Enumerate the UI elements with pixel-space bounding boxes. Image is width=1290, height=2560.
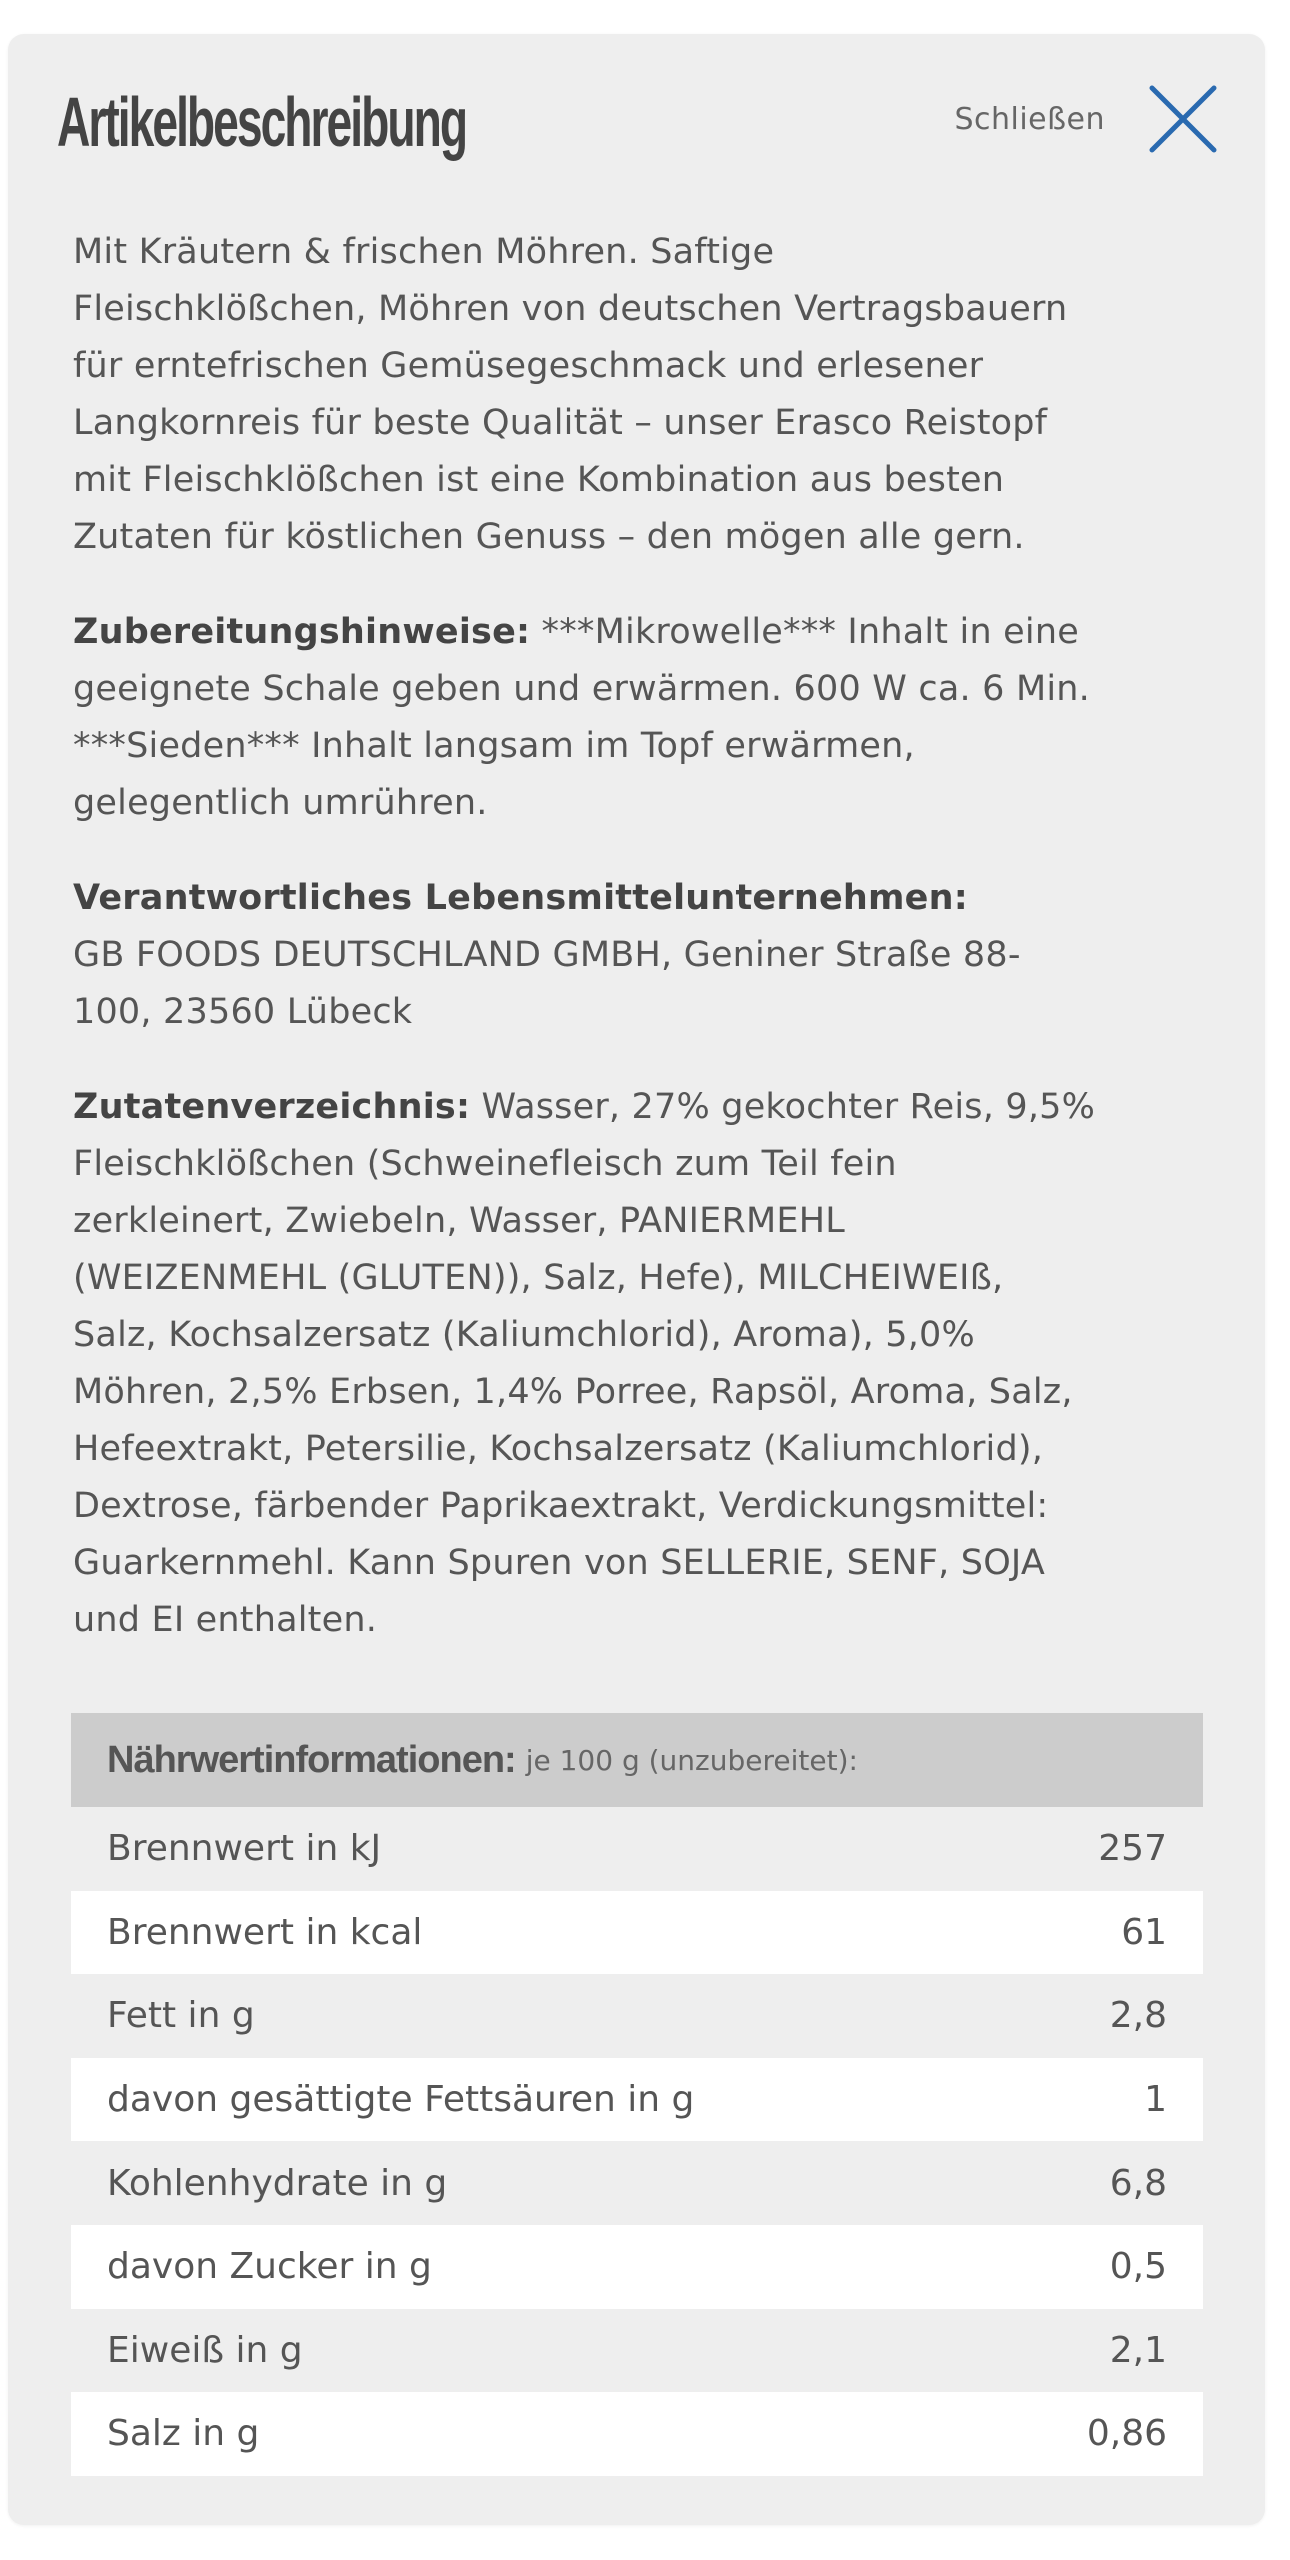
preparation-line: gelegentlich umrühren. bbox=[73, 783, 488, 823]
table-row bbox=[71, 1891, 1203, 1975]
table-row bbox=[71, 2058, 1203, 2142]
panel-content bbox=[73, 224, 1223, 1687]
ingredients-line: und EI enthalten. bbox=[73, 1600, 378, 1640]
nutrient-name: davon gesättigte Fettsäuren in g bbox=[107, 2079, 695, 2121]
close-button[interactable] bbox=[954, 84, 1217, 154]
nutrient-name: Eiweiß in g bbox=[107, 2329, 303, 2371]
table-row bbox=[71, 2392, 1203, 2476]
description-line: Fleischklößchen, Möhren von deutschen Vertragsbauern bbox=[73, 289, 1068, 329]
panel-title: Artikelbeschreibung bbox=[57, 83, 467, 161]
nutrient-name: Brennwert in kJ bbox=[107, 1828, 382, 1870]
ingredients-label: Zutatenverzeichnis: bbox=[73, 1087, 471, 1127]
description-line: Langkornreis für beste Qualität – unser Erasco Reistopf bbox=[73, 403, 1048, 443]
close-label: Schließen bbox=[954, 101, 1105, 137]
close-icon[interactable] bbox=[1149, 85, 1217, 153]
description-paragraph bbox=[73, 224, 1223, 566]
preparation-text: ***Mikrowelle*** Inhalt in eine bbox=[530, 612, 1079, 652]
nutrient-value: 2,1 bbox=[1109, 2329, 1167, 2371]
nutrient-name: Fett in g bbox=[107, 1995, 255, 2037]
ingredients-line: Dextrose, färbender Paprikaextrakt, Verdickungsmittel: bbox=[73, 1486, 1049, 1526]
company-line: GB FOODS DEUTSCHLAND GMBH, Geniner Straße 88- bbox=[73, 935, 1021, 975]
table-row bbox=[71, 2225, 1203, 2309]
nutrient-value: 1 bbox=[1144, 2079, 1167, 2121]
ingredients-line: Hefeextrakt, Petersilie, Kochsalzersatz (Kaliumchlorid), bbox=[73, 1429, 1044, 1469]
nutrient-name: Kohlenhydrate in g bbox=[107, 2162, 448, 2204]
nutrient-value: 2,8 bbox=[1109, 1995, 1167, 2037]
nutrition-header-label: Nährwertinformationen: bbox=[107, 1738, 516, 1781]
ingredients-first-line bbox=[73, 1079, 1223, 1136]
nutrition-rows bbox=[71, 1807, 1203, 2476]
description-line: für erntefrischen Gemüsegeschmack und erlesener bbox=[73, 346, 984, 386]
nutrition-table bbox=[71, 1713, 1203, 2476]
table-row bbox=[71, 1974, 1203, 2058]
ingredients-paragraph bbox=[73, 1079, 1223, 1649]
preparation-paragraph bbox=[73, 604, 1223, 832]
preparation-line: ***Sieden*** Inhalt langsam im Topf erwärmen, bbox=[73, 726, 915, 766]
nutrient-value: 257 bbox=[1098, 1828, 1167, 1870]
nutrient-value: 6,8 bbox=[1109, 2162, 1167, 2204]
preparation-label: Zubereitungshinweise: bbox=[73, 612, 531, 652]
ingredients-line: Fleischklößchen (Schweinefleisch zum Teil fein bbox=[73, 1144, 897, 1184]
company-line: 100, 23560 Lübeck bbox=[73, 992, 413, 1032]
description-line: Zutaten für köstlichen Genuss – den mögen alle gern. bbox=[73, 517, 1025, 557]
table-row bbox=[71, 2309, 1203, 2393]
nutrient-name: Salz in g bbox=[107, 2413, 260, 2455]
company-label: Verantwortliches Lebensmittelunternehmen: bbox=[73, 878, 968, 918]
article-description-panel bbox=[8, 34, 1265, 2525]
nutrient-name: Brennwert in kcal bbox=[107, 1911, 423, 1953]
preparation-line: geeignete Schale geben und erwärmen. 600 W ca. 6 Min. bbox=[73, 669, 1090, 709]
table-row bbox=[71, 2141, 1203, 2225]
ingredients-line: Guarkernmehl. Kann Spuren von SELLERIE, SENF, SOJA bbox=[73, 1543, 1045, 1583]
description-line: mit Fleischklößchen ist eine Kombination aus besten bbox=[73, 460, 1005, 500]
nutrient-value: 61 bbox=[1121, 1911, 1167, 1953]
nutrition-header-sub: je 100 g (unzubereitet): bbox=[525, 1743, 858, 1777]
nutrition-table-header bbox=[71, 1713, 1203, 1807]
ingredients-line: Salz, Kochsalzersatz (Kaliumchlorid), Aroma), 5,0% bbox=[73, 1315, 975, 1355]
company-paragraph bbox=[73, 870, 1223, 1041]
nutrient-value: 0,86 bbox=[1086, 2413, 1167, 2455]
ingredients-line: zerkleinert, Zwiebeln, Wasser, PANIERMEHL bbox=[73, 1201, 845, 1241]
ingredients-line: (WEIZENMEHL (GLUTEN)), Salz, Hefe), MILCHEIWEIß, bbox=[73, 1258, 1004, 1298]
table-row bbox=[71, 1807, 1203, 1891]
nutrient-value: 0,5 bbox=[1109, 2246, 1167, 2288]
ingredients-line: Möhren, 2,5% Erbsen, 1,4% Porree, Rapsöl, Aroma, Salz, bbox=[73, 1372, 1073, 1412]
nutrient-name: davon Zucker in g bbox=[107, 2246, 432, 2288]
panel-header bbox=[8, 34, 1265, 204]
ingredients-text: Wasser, 27% gekochter Reis, 9,5% bbox=[470, 1087, 1096, 1127]
preparation-first-line bbox=[73, 604, 1223, 661]
description-line: Mit Kräutern & frischen Möhren. Saftige bbox=[73, 232, 775, 272]
